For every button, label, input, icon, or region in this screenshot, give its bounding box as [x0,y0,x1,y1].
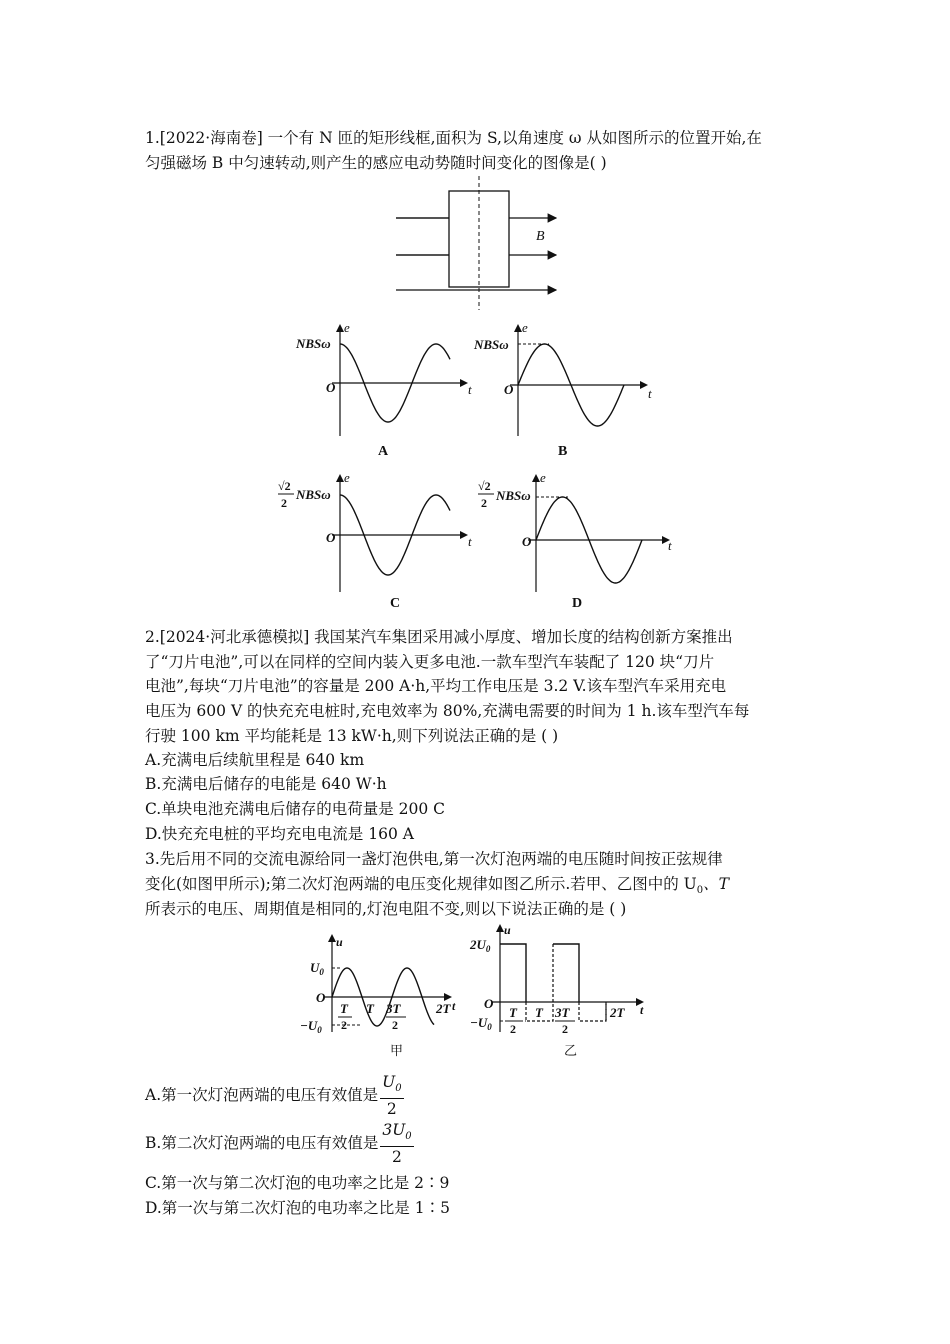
svg-text:t: t [452,999,456,1013]
graph-b [472,318,662,460]
svg-text:2: 2 [392,1018,398,1032]
svg-text:t: t [468,382,472,397]
field-label: B [536,229,545,244]
svg-text:2T: 2T [610,1005,625,1020]
svg-text:O: O [316,990,326,1005]
q1-stem-line2: 匀强磁场 B 中匀速转动,则产生的感应电动势随时间变化的图像是( ) [145,154,607,172]
q3-option-b: B.第二次灯泡两端的电压有效值是 $\frac{3U_0}{2}$ [145,1121,412,1167]
svg-text:O: O [484,996,494,1011]
q2-option-c: C.单块电池充满电后储存的电荷量是 200 C [145,800,446,818]
svg-text:NBSω: NBSω [296,487,331,502]
svg-text:O: O [326,530,336,545]
svg-text:2T: 2T [436,1001,451,1016]
svg-text:U0: $U_0$ [310,960,324,977]
svg-text:T: T [509,1005,517,1020]
q3-stem-line3: 所表示的电压、周期值是相同的,灯泡电阻不变,则以下说法正确的是 ( ) [145,900,627,918]
graph-a [292,318,482,460]
svg-text:t: t [468,534,472,549]
q3-stem-line1: 3.先后用不同的交流电源给同一盏灯泡供电,第一次灯泡两端的电压随时间按正弦规律 [145,850,723,868]
svg-text:e: e [344,320,350,335]
svg-text:2: 2 [510,1022,516,1036]
q2-stem-line3: 电池”,每块“刀片电池”的容量是 200 A·h,平均工作电压是 3.2 V.该车型汽车采用充电 [145,677,727,695]
svg-text:2: 2 [281,496,287,510]
q1-stem-line1: 1.[2022·海南卷] 一个有 N 匝的矩形线框,面积为 S,以角速度 ω 从如图所示的位置开始,在 [145,129,762,147]
figure-yi-caption: 乙 [564,1043,578,1058]
q2-stem-line4: 电压为 600 V 的快充充电桩时,充电效率为 80%,充满电需要的时间为 1 h.该车型汽车每 [145,702,750,720]
svg-text:T: T [366,1001,374,1016]
option-d-label: D [572,596,583,611]
svg-text:t: t [668,538,672,553]
svg-text:−U0: $-U_0$ [470,1015,492,1032]
graph-c [272,468,482,614]
svg-text:e: e [540,470,546,485]
coil-field-diagram [390,174,570,314]
svg-text:O: O [504,382,514,397]
svg-text:O: O [326,380,336,395]
svg-text:t: t [648,386,652,401]
q2-stem-line2: 了“刀片电池”,可以在同样的空间内装入更多电池.一款车型汽车装配了 120 块“刀片 [145,653,715,671]
graph-d [472,468,682,614]
square-wave [500,944,526,1002]
q2-option-b: B.充满电后储存的电能是 640 W·h [145,775,387,793]
figure-yi [466,920,666,1060]
svg-text:3T: 3T [386,1001,401,1016]
svg-text:2U0: $2U_0$ [470,937,491,954]
q2-stem-line1: 2.[2024·河北承德模拟] 我国某汽车集团采用减小厚度、增加长度的结构创新方案推出 [145,628,733,646]
svg-text:O: O [522,534,532,549]
q2-stem-line5: 行驶 100 km 平均能耗是 13 kW·h,则下列说法正确的是 ( ) [145,727,559,745]
svg-text:2: 2 [481,496,487,510]
q3-option-c: C.第一次与第二次灯泡的电功率之比是 2∶9 [145,1174,450,1192]
figure-jia-caption: 甲 [390,1043,404,1058]
option-b-label: B [558,444,568,459]
svg-text:NBSω: NBSω [496,488,531,503]
svg-text:2: 2 [341,1018,347,1032]
svg-text:3T: 3T [555,1005,570,1020]
svg-text:NBSω: NBSω [296,336,331,351]
svg-text:e: e [522,320,528,335]
q3-option-d: D.第一次与第二次灯泡的电功率之比是 1∶5 [145,1199,450,1217]
svg-text:T: T [340,1001,348,1016]
q3-option-a: A.第一次灯泡两端的电压有效值是 $\frac{U_0}{2}$ [145,1073,402,1119]
svg-text:u: u [504,923,511,937]
svg-text:e: e [344,470,350,485]
svg-text:−U0: $-U_0$ [300,1018,322,1035]
svg-text:T: T [535,1005,543,1020]
square-wave [553,944,579,1002]
q3-stem-line2: 变化(如图甲所示);第二次灯泡两端的电压变化规律如图乙所示.若甲、乙图中的 $U_0$、T [145,875,729,897]
q2-option-d: D.快充充电桩的平均充电电流是 160 A [145,825,414,843]
option-a-label: A [378,444,389,459]
option-c-label: C [390,596,401,611]
q2-option-a: A.充满电后续航里程是 640 km [145,751,365,769]
svg-text:u: u [336,935,343,949]
svg-text:NBSω: NBSω [474,337,509,352]
svg-text:√2: √2 [278,479,291,493]
figure-jia [296,928,464,1060]
svg-text:√2: √2 [478,479,491,493]
svg-text:2: 2 [562,1022,568,1036]
svg-text:t: t [640,1003,644,1017]
